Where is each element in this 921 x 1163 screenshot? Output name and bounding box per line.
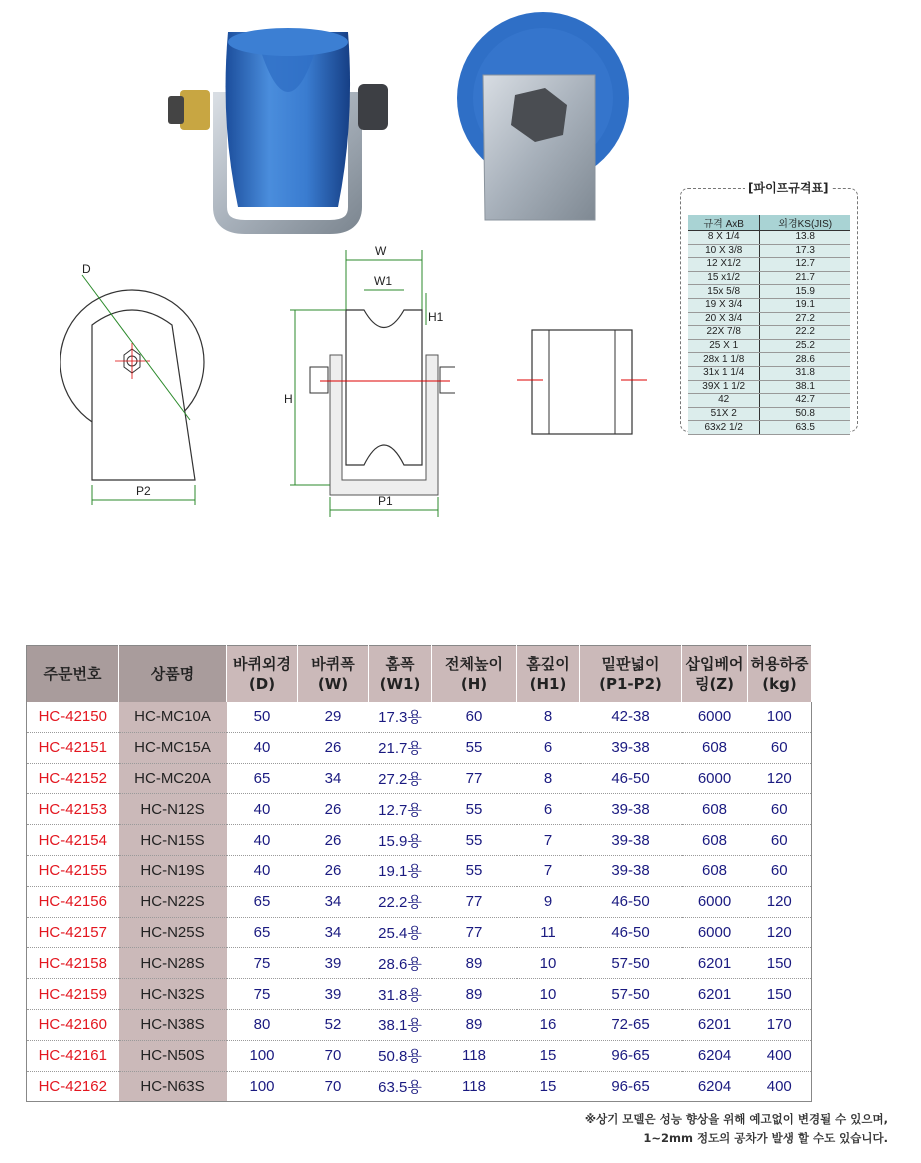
- spec-row: [27, 1040, 812, 1071]
- spec-value-cell: 31.8용: [369, 979, 432, 1010]
- spec-value-cell: 55: [432, 825, 517, 856]
- label-h: H: [284, 392, 293, 406]
- spec-value-cell: 6000: [682, 886, 748, 917]
- spec-value-cell: 40: [227, 855, 298, 886]
- spec-value-cell: 55: [432, 732, 517, 763]
- pipe-od-cell: 25.2: [760, 339, 850, 353]
- spec-value-cell: 608: [682, 825, 748, 856]
- spec-value-cell: 15: [517, 1040, 580, 1071]
- spec-value-cell: 72-65: [580, 1009, 682, 1040]
- spec-header-0: [27, 646, 119, 703]
- spec-value-cell: 46-50: [580, 886, 682, 917]
- spec-value-cell: 7: [517, 825, 580, 856]
- spec-header-1: [119, 646, 227, 703]
- pipe-spec-row: [688, 285, 850, 299]
- pipe-size-cell: 31x 1 1/4: [688, 366, 760, 380]
- spec-row: [27, 948, 812, 979]
- spec-value-cell: 8: [517, 763, 580, 794]
- spec-value-cell: 6201: [682, 948, 748, 979]
- pipe-od-cell: 31.8: [760, 366, 850, 380]
- spec-value-cell: 17.3용: [369, 702, 432, 732]
- spec-value-cell: 39-38: [580, 825, 682, 856]
- spec-value-cell: 15.9용: [369, 825, 432, 856]
- spec-header-5: [432, 646, 517, 703]
- model-cell: HC-N50S: [119, 1040, 227, 1071]
- spec-value-cell: 77: [432, 763, 517, 794]
- spec-value-cell: 10: [517, 948, 580, 979]
- spec-value-cell: 39-38: [580, 855, 682, 886]
- spec-header-line2: (W): [317, 675, 349, 693]
- spec-value-cell: 60: [748, 794, 812, 825]
- spec-header-line1: 전체높이: [445, 655, 503, 673]
- spec-value-cell: 6204: [682, 1040, 748, 1071]
- pipe-size-cell: 20 X 3/4: [688, 312, 760, 326]
- spec-header-line2: (W1): [379, 675, 421, 693]
- model-cell: HC-N12S: [119, 794, 227, 825]
- spec-value-cell: 39: [298, 948, 369, 979]
- spec-value-cell: 39-38: [580, 732, 682, 763]
- label-p2: P2: [136, 484, 151, 498]
- spec-value-cell: 6000: [682, 763, 748, 794]
- spec-value-cell: 118: [432, 1071, 517, 1102]
- product-photo-side-view: [160, 22, 400, 234]
- order-number-cell: HC-42155: [27, 855, 119, 886]
- notice-line-1: ※상기 모델은 성능 향상을 위해 예고없이 변경될 수 있으며,: [584, 1112, 888, 1126]
- spec-value-cell: 77: [432, 917, 517, 948]
- spec-value-cell: 118: [432, 1040, 517, 1071]
- model-cell: HC-N28S: [119, 948, 227, 979]
- spec-header-2: [227, 646, 298, 703]
- order-number-cell: HC-42152: [27, 763, 119, 794]
- spec-header-7: [580, 646, 682, 703]
- order-number-cell: HC-42158: [27, 948, 119, 979]
- spec-row: [27, 825, 812, 856]
- pipe-size-cell: 22X 7/8: [688, 326, 760, 340]
- spec-header-line2: (H): [460, 675, 488, 693]
- spec-value-cell: 170: [748, 1009, 812, 1040]
- spec-value-cell: 22.2용: [369, 886, 432, 917]
- spec-value-cell: 12.7용: [369, 794, 432, 825]
- model-cell: HC-N19S: [119, 855, 227, 886]
- pipe-spec-row: [688, 407, 850, 421]
- pipe-size-cell: 39X 1 1/2: [688, 380, 760, 394]
- order-number-cell: HC-42156: [27, 886, 119, 917]
- pipe-od-cell: 17.3: [760, 244, 850, 258]
- spec-value-cell: 26: [298, 794, 369, 825]
- pipe-spec-row: [688, 380, 850, 394]
- spec-value-cell: 11: [517, 917, 580, 948]
- spec-value-cell: 55: [432, 855, 517, 886]
- pipe-od-cell: 42.7: [760, 394, 850, 408]
- pipe-size-cell: 63x2 1/2: [688, 421, 760, 435]
- spec-value-cell: 7: [517, 855, 580, 886]
- pipe-od-cell: 28.6: [760, 353, 850, 367]
- spec-value-cell: 39-38: [580, 794, 682, 825]
- model-cell: HC-MC15A: [119, 732, 227, 763]
- order-number-cell: HC-42160: [27, 1009, 119, 1040]
- spec-value-cell: 57-50: [580, 948, 682, 979]
- model-cell: HC-N38S: [119, 1009, 227, 1040]
- spec-value-cell: 608: [682, 732, 748, 763]
- order-number-cell: HC-42157: [27, 917, 119, 948]
- spec-header-line2: (H1): [529, 675, 567, 693]
- model-cell: HC-N22S: [119, 886, 227, 917]
- model-cell: HC-MC20A: [119, 763, 227, 794]
- spec-value-cell: 100: [227, 1071, 298, 1102]
- pipe-spec-row: [688, 258, 850, 272]
- order-number-cell: HC-42153: [27, 794, 119, 825]
- spec-value-cell: 120: [748, 886, 812, 917]
- spec-value-cell: 46-50: [580, 763, 682, 794]
- pipe-od-cell: 63.5: [760, 421, 850, 435]
- order-number-cell: HC-42161: [27, 1040, 119, 1071]
- spec-value-cell: 6201: [682, 1009, 748, 1040]
- label-diameter: D: [82, 262, 91, 276]
- spec-header-line1: 허용하중: [750, 655, 809, 673]
- spec-value-cell: 50: [227, 702, 298, 732]
- spec-value-cell: 55: [432, 794, 517, 825]
- pipe-od-cell: 19.1: [760, 298, 850, 312]
- spec-value-cell: 40: [227, 825, 298, 856]
- spec-value-cell: 10: [517, 979, 580, 1010]
- spec-header-line2: 링(Z): [694, 675, 735, 693]
- notice: [585, 1110, 888, 1148]
- label-h1: H1: [428, 310, 444, 324]
- spec-value-cell: 100: [227, 1040, 298, 1071]
- pipe-od-cell: 22.2: [760, 326, 850, 340]
- notice-line-2: 1~2mm 정도의 공차가 발생 할 수도 있습니다.: [643, 1131, 888, 1145]
- pipe-spec-row: [688, 353, 850, 367]
- pipe-spec-row: [688, 339, 850, 353]
- spec-header-6: [517, 646, 580, 703]
- spec-header-line1: 바퀴폭: [311, 655, 355, 673]
- spec-header-line1: 상품명: [150, 665, 195, 683]
- product-photo-back-view: [445, 10, 645, 230]
- label-w: W: [375, 244, 387, 258]
- spec-header-line1: 삽입베어: [685, 655, 744, 673]
- spec-value-cell: 28.6용: [369, 948, 432, 979]
- order-number-cell: HC-42159: [27, 979, 119, 1010]
- spec-header-9: [748, 646, 812, 703]
- pipe-spec-row: [688, 244, 850, 258]
- spec-row: [27, 855, 812, 886]
- order-number-cell: HC-42151: [27, 732, 119, 763]
- spec-header-line1: 바퀴외경: [233, 655, 291, 673]
- spec-value-cell: 6201: [682, 979, 748, 1010]
- pipe-spec-row: [688, 231, 850, 245]
- model-cell: HC-N25S: [119, 917, 227, 948]
- pipe-spec-row: [688, 312, 850, 326]
- spec-value-cell: 34: [298, 886, 369, 917]
- spec-value-cell: 75: [227, 979, 298, 1010]
- spec-value-cell: 25.4용: [369, 917, 432, 948]
- drawing-roller-view: [515, 318, 655, 448]
- spec-header-line2: (kg): [762, 675, 797, 693]
- spec-value-cell: 89: [432, 1009, 517, 1040]
- spec-value-cell: 46-50: [580, 917, 682, 948]
- spec-header-line2: (D): [248, 675, 276, 693]
- spec-value-cell: 60: [748, 855, 812, 886]
- spec-value-cell: 57-50: [580, 979, 682, 1010]
- spec-value-cell: 19.1용: [369, 855, 432, 886]
- spec-value-cell: 8: [517, 702, 580, 732]
- spec-header-line1: 밑판넓이: [601, 655, 660, 673]
- spec-value-cell: 40: [227, 732, 298, 763]
- pipe-spec-row: [688, 394, 850, 408]
- pipe-size-cell: 19 X 3/4: [688, 298, 760, 312]
- spec-value-cell: 608: [682, 794, 748, 825]
- pipe-od-cell: 21.7: [760, 271, 850, 285]
- spec-value-cell: 608: [682, 855, 748, 886]
- spec-value-cell: 16: [517, 1009, 580, 1040]
- order-number-cell: HC-42150: [27, 702, 119, 732]
- spec-value-cell: 6: [517, 794, 580, 825]
- spec-value-cell: 39: [298, 979, 369, 1010]
- spec-value-cell: 52: [298, 1009, 369, 1040]
- spec-value-cell: 34: [298, 917, 369, 948]
- spec-header-line1: 홈폭: [385, 655, 415, 673]
- spec-value-cell: 150: [748, 948, 812, 979]
- pipe-spec-row: [688, 271, 850, 285]
- model-cell: HC-MC10A: [119, 702, 227, 732]
- spec-value-cell: 34: [298, 763, 369, 794]
- pipe-size-cell: 10 X 3/8: [688, 244, 760, 258]
- label-w1: W1: [374, 274, 392, 288]
- spec-value-cell: 100: [748, 702, 812, 732]
- spec-value-cell: 75: [227, 948, 298, 979]
- pipe-od-cell: 50.8: [760, 407, 850, 421]
- spec-table: [26, 645, 812, 1102]
- spec-row: [27, 1009, 812, 1040]
- spec-value-cell: 77: [432, 886, 517, 917]
- spec-value-cell: 70: [298, 1040, 369, 1071]
- pipe-header-od: 외경KS(JIS): [760, 215, 850, 231]
- pipe-spec-row: [688, 326, 850, 340]
- pipe-od-cell: 12.7: [760, 258, 850, 272]
- model-cell: HC-N63S: [119, 1071, 227, 1102]
- spec-value-cell: 400: [748, 1071, 812, 1102]
- pipe-size-cell: 42: [688, 394, 760, 408]
- spec-header-8: [682, 646, 748, 703]
- spec-value-cell: 60: [748, 732, 812, 763]
- pipe-od-cell: 27.2: [760, 312, 850, 326]
- spec-value-cell: 29: [298, 702, 369, 732]
- spec-value-cell: 6000: [682, 917, 748, 948]
- spec-row: [27, 917, 812, 948]
- pipe-size-cell: 15x 5/8: [688, 285, 760, 299]
- drawing-section-view: [280, 235, 455, 525]
- spec-header-line1: 홈깊이: [526, 655, 570, 673]
- spec-value-cell: 89: [432, 948, 517, 979]
- spec-value-cell: 6000: [682, 702, 748, 732]
- spec-value-cell: 38.1용: [369, 1009, 432, 1040]
- pipe-header-size: 규격 AxB: [688, 215, 760, 231]
- pipe-spec-title: [파이프규격표]: [745, 179, 832, 196]
- spec-value-cell: 70: [298, 1071, 369, 1102]
- pipe-spec-row: [688, 421, 850, 435]
- spec-value-cell: 26: [298, 855, 369, 886]
- pipe-size-cell: 15 x1/2: [688, 271, 760, 285]
- model-cell: HC-N15S: [119, 825, 227, 856]
- spec-value-cell: 65: [227, 886, 298, 917]
- pipe-od-cell: 13.8: [760, 231, 850, 245]
- spec-value-cell: 6204: [682, 1071, 748, 1102]
- spec-value-cell: 80: [227, 1009, 298, 1040]
- spec-value-cell: 6: [517, 732, 580, 763]
- spec-row: [27, 794, 812, 825]
- spec-value-cell: 96-65: [580, 1071, 682, 1102]
- spec-value-cell: 50.8용: [369, 1040, 432, 1071]
- spec-value-cell: 40: [227, 794, 298, 825]
- pipe-spec-table: [688, 215, 850, 435]
- spec-value-cell: 27.2용: [369, 763, 432, 794]
- spec-header-line2: (P1-P2): [599, 675, 662, 693]
- spec-value-cell: 26: [298, 732, 369, 763]
- pipe-spec-row: [688, 366, 850, 380]
- spec-value-cell: 21.7용: [369, 732, 432, 763]
- spec-row: [27, 886, 812, 917]
- spec-value-cell: 63.5용: [369, 1071, 432, 1102]
- pipe-size-cell: 28x 1 1/8: [688, 353, 760, 367]
- spec-value-cell: 60: [432, 702, 517, 732]
- pipe-size-cell: 12 X1/2: [688, 258, 760, 272]
- model-cell: HC-N32S: [119, 979, 227, 1010]
- pipe-size-cell: 51X 2: [688, 407, 760, 421]
- spec-value-cell: 150: [748, 979, 812, 1010]
- spec-value-cell: 65: [227, 917, 298, 948]
- pipe-od-cell: 15.9: [760, 285, 850, 299]
- spec-value-cell: 120: [748, 763, 812, 794]
- spec-value-cell: 400: [748, 1040, 812, 1071]
- spec-value-cell: 96-65: [580, 1040, 682, 1071]
- spec-value-cell: 120: [748, 917, 812, 948]
- spec-header-line1: 주문번호: [43, 665, 102, 683]
- spec-row: [27, 732, 812, 763]
- pipe-spec-box: [680, 181, 858, 433]
- spec-row: [27, 702, 812, 732]
- order-number-cell: HC-42162: [27, 1071, 119, 1102]
- order-number-cell: HC-42154: [27, 825, 119, 856]
- spec-value-cell: 26: [298, 825, 369, 856]
- spec-row: [27, 1071, 812, 1102]
- spec-value-cell: 89: [432, 979, 517, 1010]
- pipe-od-cell: 38.1: [760, 380, 850, 394]
- pipe-spec-row: [688, 298, 850, 312]
- label-p1: P1: [378, 494, 393, 508]
- spec-value-cell: 60: [748, 825, 812, 856]
- drawing-front-view: [60, 255, 250, 525]
- spec-value-cell: 15: [517, 1071, 580, 1102]
- spec-value-cell: 9: [517, 886, 580, 917]
- spec-header-3: [298, 646, 369, 703]
- spec-value-cell: 42-38: [580, 702, 682, 732]
- pipe-size-cell: 25 X 1: [688, 339, 760, 353]
- spec-value-cell: 65: [227, 763, 298, 794]
- pipe-size-cell: 8 X 1/4: [688, 231, 760, 245]
- spec-header-4: [369, 646, 432, 703]
- spec-row: [27, 979, 812, 1010]
- spec-row: [27, 763, 812, 794]
